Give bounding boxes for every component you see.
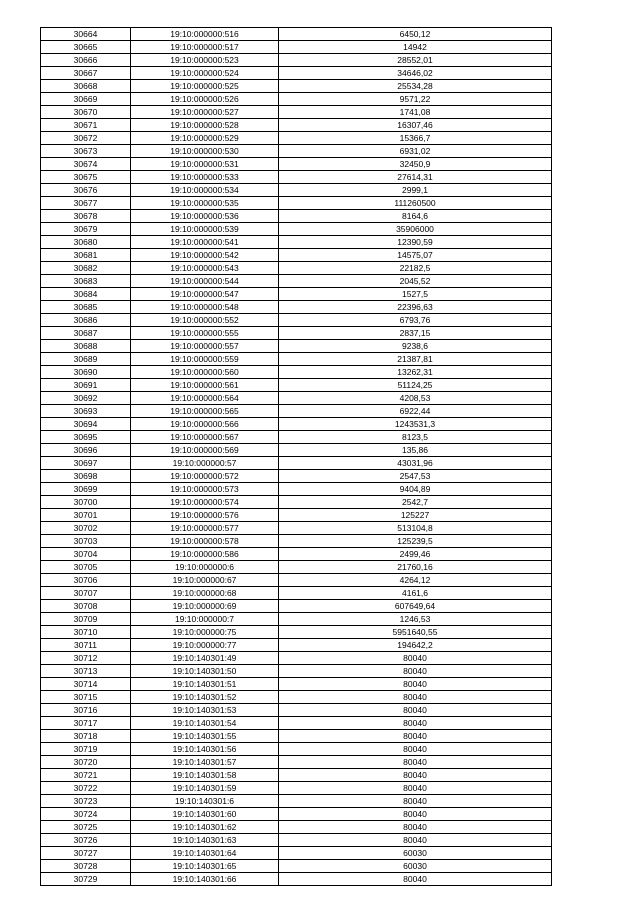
table-row <box>41 470 552 483</box>
cadastral-number-cell: 19:10:000000:523 <box>131 54 279 67</box>
value-cell: 80040 <box>279 808 552 821</box>
cadastral-number-cell: 19:10:140301:51 <box>131 678 279 691</box>
row-number-cell: 30707 <box>41 587 131 600</box>
table-row <box>41 28 552 41</box>
cadastral-number-cell: 19:10:000000:536 <box>131 210 279 223</box>
table-row <box>41 210 552 223</box>
value-cell: 9238,6 <box>279 340 552 353</box>
row-number-cell: 30701 <box>41 509 131 522</box>
row-number-cell: 30729 <box>41 873 131 886</box>
value-cell: 12390,59 <box>279 236 552 249</box>
table-row <box>41 665 552 678</box>
row-number-cell: 30693 <box>41 405 131 418</box>
value-cell: 80040 <box>279 821 552 834</box>
cadastral-number-cell: 19:10:140301:60 <box>131 808 279 821</box>
cadastral-number-cell: 19:10:000000:516 <box>131 28 279 41</box>
cadastral-number-cell: 19:10:000000:7 <box>131 613 279 626</box>
value-cell: 28552,01 <box>279 54 552 67</box>
value-cell: 607649,64 <box>279 600 552 613</box>
value-cell: 80040 <box>279 782 552 795</box>
table-row <box>41 249 552 262</box>
table-row <box>41 366 552 379</box>
table-row <box>41 795 552 808</box>
value-cell: 80040 <box>279 730 552 743</box>
table-row <box>41 444 552 457</box>
value-cell: 6450,12 <box>279 28 552 41</box>
value-cell: 60030 <box>279 860 552 873</box>
row-number-cell: 30683 <box>41 275 131 288</box>
value-cell: 1741,08 <box>279 106 552 119</box>
table-row <box>41 418 552 431</box>
table-row <box>41 158 552 171</box>
cadastral-number-cell: 19:10:140301:53 <box>131 704 279 717</box>
row-number-cell: 30727 <box>41 847 131 860</box>
cadastral-number-cell: 19:10:000000:535 <box>131 197 279 210</box>
table-row <box>41 847 552 860</box>
row-number-cell: 30687 <box>41 327 131 340</box>
row-number-cell: 30689 <box>41 353 131 366</box>
cadastral-number-cell: 19:10:140301:64 <box>131 847 279 860</box>
row-number-cell: 30710 <box>41 626 131 639</box>
value-cell: 9404,89 <box>279 483 552 496</box>
row-number-cell: 30692 <box>41 392 131 405</box>
table-row <box>41 821 552 834</box>
row-number-cell: 30702 <box>41 522 131 535</box>
cadastral-number-cell: 19:10:000000:567 <box>131 431 279 444</box>
row-number-cell: 30684 <box>41 288 131 301</box>
value-cell: 80040 <box>279 795 552 808</box>
row-number-cell: 30716 <box>41 704 131 717</box>
row-number-cell: 30682 <box>41 262 131 275</box>
row-number-cell: 30719 <box>41 743 131 756</box>
row-number-cell: 30706 <box>41 574 131 587</box>
cadastral-number-cell: 19:10:000000:533 <box>131 171 279 184</box>
row-number-cell: 30679 <box>41 223 131 236</box>
row-number-cell: 30723 <box>41 795 131 808</box>
value-cell: 1246,53 <box>279 613 552 626</box>
cadastral-number-cell: 19:10:140301:6 <box>131 795 279 808</box>
value-cell: 21760,16 <box>279 561 552 574</box>
value-cell: 14942 <box>279 41 552 54</box>
cadastral-number-cell: 19:10:140301:58 <box>131 769 279 782</box>
value-cell: 80040 <box>279 652 552 665</box>
cadastral-number-cell: 19:10:000000:577 <box>131 522 279 535</box>
table-row <box>41 327 552 340</box>
table-row <box>41 132 552 145</box>
table-row <box>41 600 552 613</box>
row-number-cell: 30676 <box>41 184 131 197</box>
cadastral-number-cell: 19:10:000000:529 <box>131 132 279 145</box>
row-number-cell: 30666 <box>41 54 131 67</box>
table-row <box>41 80 552 93</box>
table-row <box>41 639 552 652</box>
cadastral-number-cell: 19:10:000000:531 <box>131 158 279 171</box>
table-row <box>41 353 552 366</box>
row-number-cell: 30694 <box>41 418 131 431</box>
value-cell: 51124,25 <box>279 379 552 392</box>
row-number-cell: 30704 <box>41 548 131 561</box>
value-cell: 80040 <box>279 873 552 886</box>
table-row <box>41 119 552 132</box>
row-number-cell: 30665 <box>41 41 131 54</box>
value-cell: 4208,53 <box>279 392 552 405</box>
table-row <box>41 717 552 730</box>
cadastral-number-cell: 19:10:000000:548 <box>131 301 279 314</box>
row-number-cell: 30726 <box>41 834 131 847</box>
row-number-cell: 30703 <box>41 535 131 548</box>
cadastral-number-cell: 19:10:000000:547 <box>131 288 279 301</box>
value-cell: 2499,46 <box>279 548 552 561</box>
cadastral-number-cell: 19:10:140301:54 <box>131 717 279 730</box>
row-number-cell: 30685 <box>41 301 131 314</box>
table-row <box>41 782 552 795</box>
cadastral-number-cell: 19:10:000000:67 <box>131 574 279 587</box>
value-cell: 80040 <box>279 665 552 678</box>
value-cell: 2542,7 <box>279 496 552 509</box>
cadastral-number-cell: 19:10:000000:573 <box>131 483 279 496</box>
value-cell: 135,86 <box>279 444 552 457</box>
row-number-cell: 30725 <box>41 821 131 834</box>
table-row <box>41 301 552 314</box>
table-row <box>41 522 552 535</box>
table-row <box>41 626 552 639</box>
cadastral-number-cell: 19:10:000000:530 <box>131 145 279 158</box>
value-cell: 80040 <box>279 691 552 704</box>
row-number-cell: 30715 <box>41 691 131 704</box>
value-cell: 27614,31 <box>279 171 552 184</box>
value-cell: 6793,76 <box>279 314 552 327</box>
value-cell: 80040 <box>279 756 552 769</box>
table-row <box>41 340 552 353</box>
cadastral-number-cell: 19:10:140301:62 <box>131 821 279 834</box>
cadastral-number-cell: 19:10:000000:543 <box>131 262 279 275</box>
table-row <box>41 574 552 587</box>
row-number-cell: 30718 <box>41 730 131 743</box>
row-number-cell: 30708 <box>41 600 131 613</box>
table-row <box>41 184 552 197</box>
row-number-cell: 30711 <box>41 639 131 652</box>
cadastral-number-cell: 19:10:000000:559 <box>131 353 279 366</box>
row-number-cell: 30680 <box>41 236 131 249</box>
row-number-cell: 30698 <box>41 470 131 483</box>
value-cell: 4161,6 <box>279 587 552 600</box>
table-row <box>41 873 552 886</box>
value-cell: 16307,46 <box>279 119 552 132</box>
cadastral-number-cell: 19:10:000000:576 <box>131 509 279 522</box>
row-number-cell: 30709 <box>41 613 131 626</box>
table-row <box>41 496 552 509</box>
row-number-cell: 30675 <box>41 171 131 184</box>
value-cell: 6931,02 <box>279 145 552 158</box>
row-number-cell: 30672 <box>41 132 131 145</box>
cadastral-number-cell: 19:10:000000:564 <box>131 392 279 405</box>
table-row <box>41 678 552 691</box>
table-row <box>41 730 552 743</box>
value-cell: 2999,1 <box>279 184 552 197</box>
row-number-cell: 30664 <box>41 28 131 41</box>
table-row <box>41 756 552 769</box>
table-row <box>41 457 552 470</box>
row-number-cell: 30671 <box>41 119 131 132</box>
cadastral-number-cell: 19:10:000000:569 <box>131 444 279 457</box>
value-cell: 21387,81 <box>279 353 552 366</box>
table-row <box>41 652 552 665</box>
value-cell: 80040 <box>279 704 552 717</box>
table-row <box>41 236 552 249</box>
row-number-cell: 30696 <box>41 444 131 457</box>
cadastral-number-cell: 19:10:140301:55 <box>131 730 279 743</box>
row-number-cell: 30681 <box>41 249 131 262</box>
cadastral-number-cell: 19:10:140301:49 <box>131 652 279 665</box>
cadastral-number-cell: 19:10:000000:525 <box>131 80 279 93</box>
cadastral-number-cell: 19:10:000000:572 <box>131 470 279 483</box>
value-cell: 43031,96 <box>279 457 552 470</box>
value-cell: 15366,7 <box>279 132 552 145</box>
cadastral-number-cell: 19:10:000000:534 <box>131 184 279 197</box>
table-row <box>41 93 552 106</box>
cadastral-number-cell: 19:10:000000:566 <box>131 418 279 431</box>
table-row <box>41 223 552 236</box>
cadastral-number-cell: 19:10:000000:552 <box>131 314 279 327</box>
value-cell: 35906000 <box>279 223 552 236</box>
table-row <box>41 483 552 496</box>
table-row <box>41 704 552 717</box>
value-cell: 8164,6 <box>279 210 552 223</box>
cadastral-number-cell: 19:10:000000:526 <box>131 93 279 106</box>
row-number-cell: 30700 <box>41 496 131 509</box>
cadastral-number-cell: 19:10:000000:524 <box>131 67 279 80</box>
table-row <box>41 262 552 275</box>
table-row <box>41 808 552 821</box>
value-cell: 1243531,3 <box>279 418 552 431</box>
value-cell: 4264,12 <box>279 574 552 587</box>
row-number-cell: 30697 <box>41 457 131 470</box>
cadastral-number-cell: 19:10:140301:57 <box>131 756 279 769</box>
table-row <box>41 743 552 756</box>
row-number-cell: 30674 <box>41 158 131 171</box>
cadastral-number-cell: 19:10:140301:56 <box>131 743 279 756</box>
table-row <box>41 405 552 418</box>
cadastral-number-cell: 19:10:140301:52 <box>131 691 279 704</box>
row-number-cell: 30677 <box>41 197 131 210</box>
row-number-cell: 30720 <box>41 756 131 769</box>
value-cell: 34646,02 <box>279 67 552 80</box>
row-number-cell: 30713 <box>41 665 131 678</box>
table-row <box>41 769 552 782</box>
cadastral-number-cell: 19:10:000000:517 <box>131 41 279 54</box>
row-number-cell: 30699 <box>41 483 131 496</box>
table-row <box>41 548 552 561</box>
cadastral-number-cell: 19:10:140301:50 <box>131 665 279 678</box>
value-cell: 32450,9 <box>279 158 552 171</box>
cadastral-number-cell: 19:10:140301:66 <box>131 873 279 886</box>
value-cell: 513104,8 <box>279 522 552 535</box>
cadastral-number-cell: 19:10:140301:63 <box>131 834 279 847</box>
cadastral-number-cell: 19:10:000000:77 <box>131 639 279 652</box>
value-cell: 80040 <box>279 678 552 691</box>
value-cell: 2547,53 <box>279 470 552 483</box>
cadastral-number-cell: 19:10:000000:578 <box>131 535 279 548</box>
cadastral-number-cell: 19:10:000000:528 <box>131 119 279 132</box>
value-cell: 80040 <box>279 769 552 782</box>
table-row <box>41 431 552 444</box>
table-row <box>41 379 552 392</box>
cadastral-number-cell: 19:10:140301:59 <box>131 782 279 795</box>
cadastral-number-cell: 19:10:000000:69 <box>131 600 279 613</box>
value-cell: 1527,5 <box>279 288 552 301</box>
value-cell: 80040 <box>279 717 552 730</box>
row-number-cell: 30686 <box>41 314 131 327</box>
value-cell: 80040 <box>279 834 552 847</box>
table-row <box>41 197 552 210</box>
table-row <box>41 535 552 548</box>
cadastral-number-cell: 19:10:000000:542 <box>131 249 279 262</box>
table-row <box>41 860 552 873</box>
cadastral-number-cell: 19:10:000000:557 <box>131 340 279 353</box>
value-cell: 80040 <box>279 743 552 756</box>
value-cell: 8123,5 <box>279 431 552 444</box>
value-cell: 5951640,55 <box>279 626 552 639</box>
value-cell: 125227 <box>279 509 552 522</box>
cadastral-number-cell: 19:10:000000:539 <box>131 223 279 236</box>
cadastral-number-cell: 19:10:000000:586 <box>131 548 279 561</box>
table-row <box>41 275 552 288</box>
table-row <box>41 392 552 405</box>
table-row <box>41 54 552 67</box>
table-row <box>41 691 552 704</box>
row-number-cell: 30695 <box>41 431 131 444</box>
cadastral-number-cell: 19:10:000000:68 <box>131 587 279 600</box>
row-number-cell: 30673 <box>41 145 131 158</box>
cadastral-number-cell: 19:10:000000:544 <box>131 275 279 288</box>
value-cell: 13262,31 <box>279 366 552 379</box>
value-cell: 60030 <box>279 847 552 860</box>
table-row <box>41 834 552 847</box>
value-cell: 194642,2 <box>279 639 552 652</box>
data-table <box>40 27 552 886</box>
row-number-cell: 30678 <box>41 210 131 223</box>
table-body <box>41 28 552 886</box>
table-row <box>41 106 552 119</box>
value-cell: 2045,52 <box>279 275 552 288</box>
table-row <box>41 314 552 327</box>
row-number-cell: 30724 <box>41 808 131 821</box>
value-cell: 125239,5 <box>279 535 552 548</box>
table-row <box>41 145 552 158</box>
cadastral-number-cell: 19:10:140301:65 <box>131 860 279 873</box>
row-number-cell: 30669 <box>41 93 131 106</box>
row-number-cell: 30717 <box>41 717 131 730</box>
cadastral-number-cell: 19:10:000000:574 <box>131 496 279 509</box>
cadastral-number-cell: 19:10:000000:561 <box>131 379 279 392</box>
cadastral-number-cell: 19:10:000000:75 <box>131 626 279 639</box>
cadastral-number-cell: 19:10:000000:57 <box>131 457 279 470</box>
table-row <box>41 67 552 80</box>
cadastral-number-cell: 19:10:000000:527 <box>131 106 279 119</box>
value-cell: 2837,15 <box>279 327 552 340</box>
table-row <box>41 171 552 184</box>
table-row <box>41 41 552 54</box>
row-number-cell: 30668 <box>41 80 131 93</box>
table-row <box>41 509 552 522</box>
cadastral-number-cell: 19:10:000000:541 <box>131 236 279 249</box>
value-cell: 22182,5 <box>279 262 552 275</box>
row-number-cell: 30722 <box>41 782 131 795</box>
row-number-cell: 30667 <box>41 67 131 80</box>
value-cell: 9571,22 <box>279 93 552 106</box>
row-number-cell: 30714 <box>41 678 131 691</box>
table-row <box>41 613 552 626</box>
cadastral-number-cell: 19:10:000000:560 <box>131 366 279 379</box>
cadastral-number-cell: 19:10:000000:6 <box>131 561 279 574</box>
row-number-cell: 30670 <box>41 106 131 119</box>
row-number-cell: 30688 <box>41 340 131 353</box>
value-cell: 22396,63 <box>279 301 552 314</box>
row-number-cell: 30721 <box>41 769 131 782</box>
value-cell: 25534,28 <box>279 80 552 93</box>
table-row <box>41 587 552 600</box>
table-row <box>41 288 552 301</box>
row-number-cell: 30728 <box>41 860 131 873</box>
row-number-cell: 30712 <box>41 652 131 665</box>
value-cell: 6922,44 <box>279 405 552 418</box>
value-cell: 14575,07 <box>279 249 552 262</box>
table-row <box>41 561 552 574</box>
cadastral-number-cell: 19:10:000000:555 <box>131 327 279 340</box>
cadastral-number-cell: 19:10:000000:565 <box>131 405 279 418</box>
row-number-cell: 30705 <box>41 561 131 574</box>
value-cell: 111260500 <box>279 197 552 210</box>
row-number-cell: 30690 <box>41 366 131 379</box>
row-number-cell: 30691 <box>41 379 131 392</box>
